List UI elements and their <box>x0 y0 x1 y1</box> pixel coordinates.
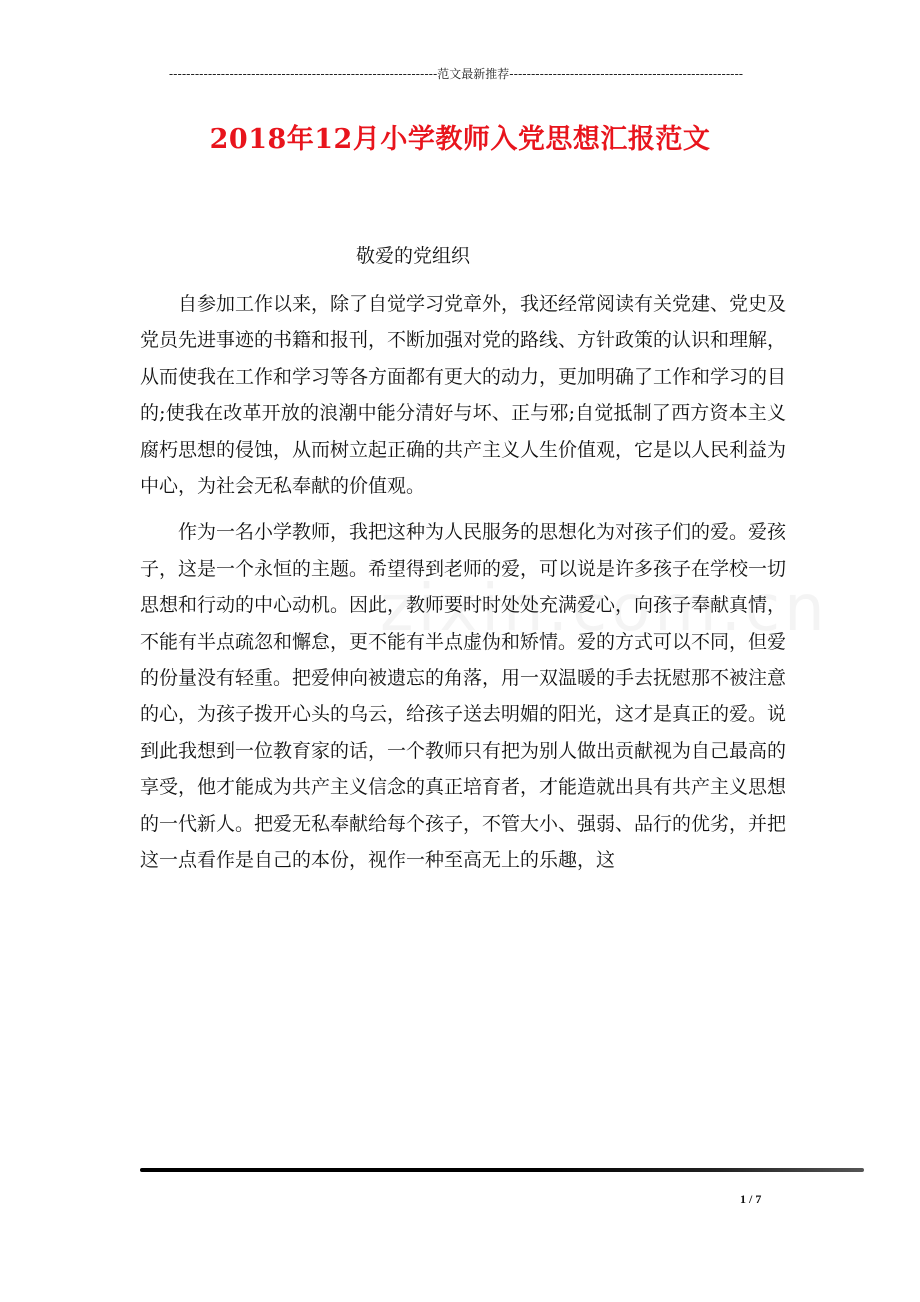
body-paragraph: 作为一名小学教师，我把这种为人民服务的思想化为对孩子们的爱。爱孩子，这是一个永恒的主题。希望得到老师的爱，可以说是许多孩子在学校一切思想和行动的中心动机。因此，教师要时时处处充满爱心，向孩子奉献真情，不能有半点疏忽和懈怠，更不能有半点虚伪和矫情。爱的方式可以不同，但爱的份量没有轻重。把爱伸向被遗忘的角落，用一双温暖的手去抚慰那不被注意的心，为孩子拨开心头的乌云，给孩子送去明媚的阳光，这才是真正的爱。说到此我想到一位教育家的话，一个教师只有把为别人做出贡献视为自己最高的享受，他才能成为共产主义信念的真正培育者，才能造就出具有共产主义思想的一代新人。把爱无私奉献给每个孩子，不管大小、强弱、品行的优劣，并把这一点看作是自己的本份，视作一种至高无上的乐趣，这 <box>140 521 787 872</box>
page-number: 1 / 7 <box>740 1192 762 1206</box>
footer-divider <box>140 1168 864 1172</box>
document-body <box>140 286 786 879</box>
salutation: 敬爱的党组织 <box>356 245 471 267</box>
page-header: --------------------------------------------------------------范文最新推荐------------------------------------------------------ <box>168 67 744 81</box>
body-paragraph: 自参加工作以来，除了自觉学习党章外，我还经常阅读有关党建、党史及党员先进事迹的书籍和报刊，不断加强对党的路线、方针政策的认识和理解，从而使我在工作和学习等各方面都有更大的动力，更加明确了工作和学习的目的;使我在改革开放的浪潮中能分清好与坏、正与邪;自觉抵制了西方资本主义腐朽思想的侵蚀，从而树立起正确的共产主义人生价值观，它是以人民利益为中心，为社会无私奉献的价值观。 <box>140 293 787 498</box>
document-title: 2018年12月小学教师入党思想汇报范文 <box>209 124 711 155</box>
